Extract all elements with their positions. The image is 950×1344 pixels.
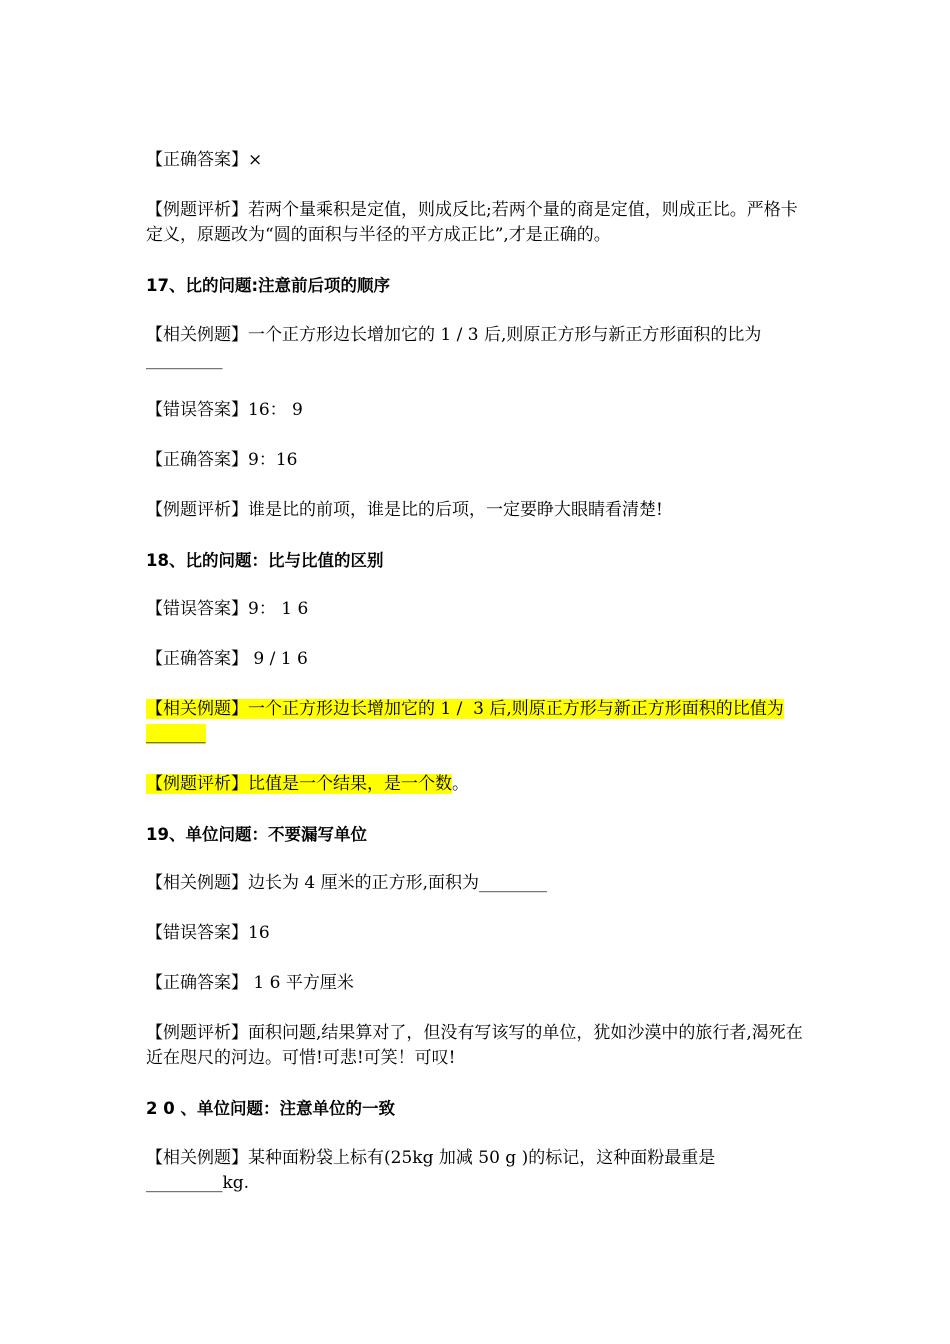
correct-answer-18: 【正确答案】 9 / 1 6 (146, 649, 308, 669)
wrong-answer-18: 【错误答案】9： 1 6 (146, 599, 309, 619)
section-heading-18: 18、比的问题：比与比值的区别 (146, 551, 384, 570)
section-heading-20: 2 0 、单位问题：注意单位的一致 (146, 1099, 395, 1118)
correct-answer-17: 【正确答案】9：16 (146, 450, 298, 470)
example-analysis-19: 【例题评析】面积问题,结果算对了，但没有写该写的单位，犹如沙漠中的旅行者,渴死在近在咫尺的河边。可惜!可悲!可笑！可叹! (146, 1023, 803, 1068)
section-heading-19: 19、单位问题：不要漏写单位 (146, 825, 367, 844)
related-example-19: 【相关例题】边长为 4 厘米的正方形,面积为________ (146, 873, 548, 893)
correct-answer-16: 【正确答案】× (146, 150, 263, 170)
period: 。 (452, 774, 469, 794)
related-example-18 (146, 697, 806, 747)
section-heading-17: 17、比的问题:注意前后项的顺序 (146, 276, 391, 295)
example-analysis-17: 【例题评析】谁是比的前项，谁是比的后项，一定要睁大眼睛看清楚! (146, 500, 663, 520)
wrong-answer-17: 【错误答案】16： 9 (146, 400, 303, 420)
correct-answer-19: 【正确答案】 1 6 平方厘米 (146, 973, 354, 993)
example-analysis-18 (146, 772, 806, 797)
wrong-answer-19: 【错误答案】16 (146, 923, 270, 943)
highlighted-text: 【例题评析】比值是一个结果，是一个数 (146, 774, 452, 794)
related-example-20: 【相关例题】某种面粉袋上标有(25kg 加减 50 g )的标记，这种面粉最重是_________kg. (146, 1148, 716, 1193)
example-analysis-16: 【例题评析】若两个量乘积是定值，则成反比;若两个量的商是定值，则成正比。严格卡定义，原题改为“圆的面积与半径的平方成正比”,才是正确的。 (146, 200, 798, 245)
highlighted-text: 【相关例题】一个正方形边长增加它的 1 / 3 后,则原正方形与新正方形面积的比值为_______ (146, 699, 784, 744)
related-example-17: 【相关例题】一个正方形边长增加它的 1 / 3 后,则原正方形与新正方形面积的比为_________ (146, 325, 762, 370)
